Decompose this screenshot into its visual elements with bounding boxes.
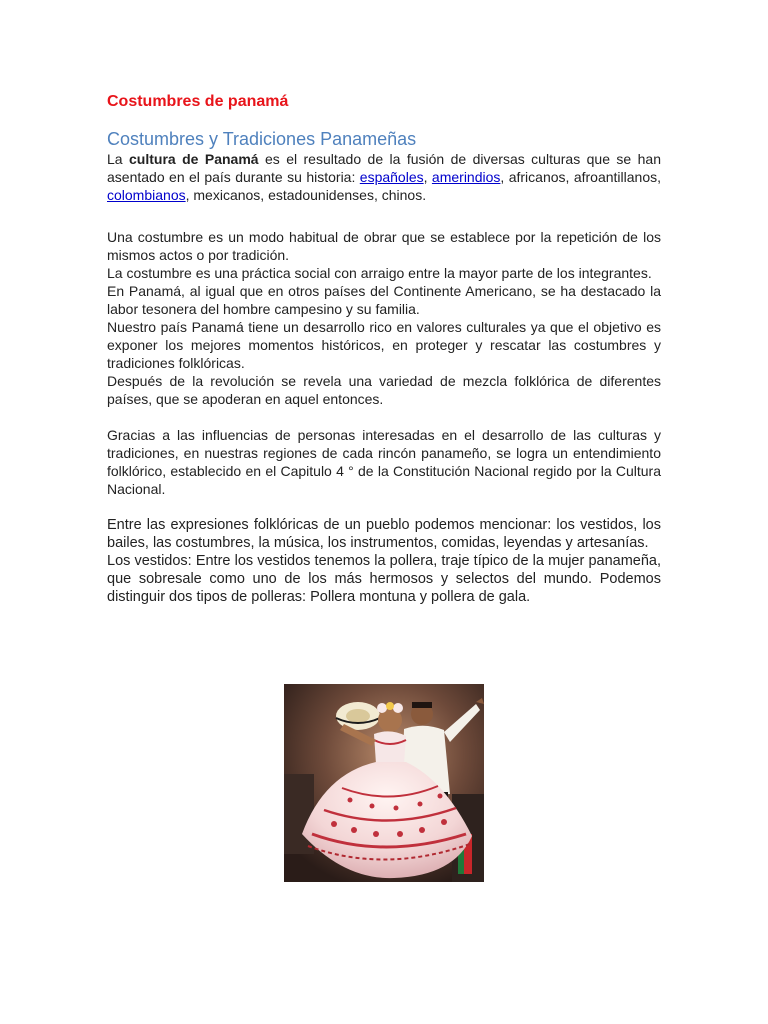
- paragraph-influencias: Gracias a las influencias de personas interesadas en el desarrollo de las culturas y tradiciones, en nuestras regiones de cada rincón panameño, se logra un entendimiento folklórico, establecido en el Capitulo 4 ° de la Constitución Nacional regido por la Cultura Nacional.: [107, 427, 661, 497]
- spacer: [107, 408, 661, 426]
- pollera-dance-photo: [284, 684, 484, 882]
- paragraph-vestidos: Los vestidos: Entre los vestidos tenemos la pollera, traje típico de la mujer panameña, que sobresale como uno de los más hermosos y selectos del mundo. Podemos distinguir dos tipos de polleras: Pollera montuna y pollera de gala.: [107, 553, 661, 605]
- paragraph-expresiones: Entre las expresiones folklóricas de un pueblo podemos mencionar: los vestidos, los bailes, las costumbres, la música, los instrumentos, comidas, leyendas y artesanías.: [107, 517, 661, 551]
- paragraph-costumbre-social: La costumbre es una práctica social con arraigo entre la mayor parte de los integrantes.: [107, 265, 652, 281]
- intro-sep-1: ,: [423, 169, 432, 185]
- document-page: [107, 92, 661, 606]
- link-amerindios[interactable]: amerindios: [431, 169, 501, 185]
- document-title: Costumbres de panamá: [107, 93, 289, 110]
- paragraph-revolucion: Después de la revolución se revela una variedad de mezcla folklórica de diferentes países, que se apoderan en aquel entonces.: [107, 373, 661, 407]
- spacer: [107, 498, 661, 516]
- spacer: [107, 204, 661, 228]
- intro-text-3: , mexicanos, estadounidenses, chinos.: [185, 187, 427, 203]
- intro-text-2: , africanos, afroantillanos,: [500, 169, 661, 185]
- paragraph-desarrollo-cultural: Nuestro país Panamá tiene un desarrollo rico en valores culturales ya que el objetivo es exponer los mejores momentos históricos, en proteger y rescatar las costumbres y tradiciones folklóricas.: [107, 319, 661, 371]
- intro-lead: La: [107, 151, 129, 167]
- section-heading: Costumbres y Tradiciones Panameñas: [107, 129, 417, 149]
- link-espanoles[interactable]: españoles: [359, 169, 424, 185]
- link-colombianos[interactable]: colombianos: [107, 187, 186, 203]
- intro-text-1: es el resultado de la fusión de diversas culturas que se han asentado en el país durante su historia:: [107, 151, 661, 185]
- paragraph-costumbre-definition: Una costumbre es un modo habitual de obrar que se establece por la repetición de los mismos actos o por tradición.: [107, 229, 661, 263]
- intro-bold-term: cultura de Panamá: [129, 151, 259, 167]
- paragraph-panama-campesino: En Panamá, al igual que en otros países del Continente Americano, se ha destacado la labor tesonera del hombre campesino y su familia.: [107, 283, 661, 317]
- intro-paragraph: [107, 150, 661, 204]
